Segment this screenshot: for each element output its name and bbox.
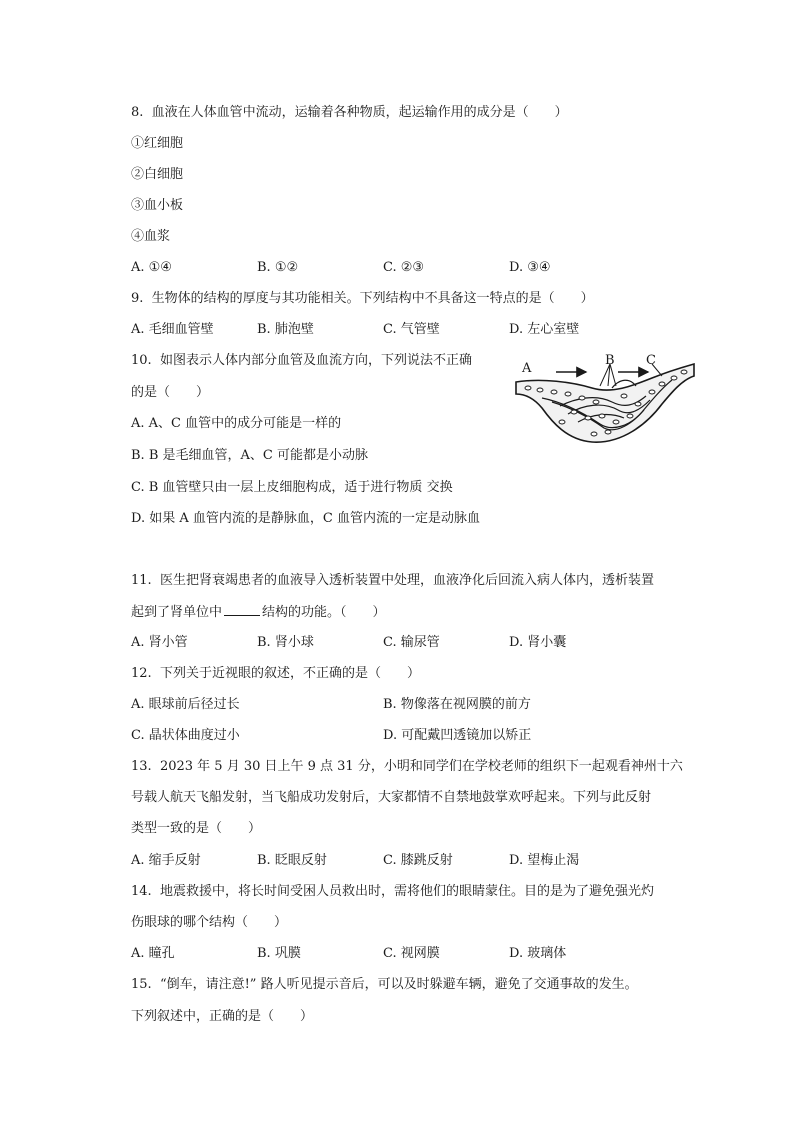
q9-option-d: D. 左心室壁 — [509, 322, 580, 337]
blood-vessel-diagram — [512, 352, 696, 452]
q11-stem-line2-post: 结构的功能。（ ） — [262, 605, 386, 620]
q8-item-1: ①红细胞 — [131, 136, 184, 151]
q8-item-2: ②白细胞 — [131, 167, 184, 182]
q14-option-d: D. 玻璃体 — [509, 946, 567, 961]
q8-stem: 8. 血液在人体血管中流动，运输着各种物质，起运输作用的成分是（ ） — [131, 105, 568, 120]
q8-option-b: B. ①② — [257, 260, 299, 275]
q15-stem-line1: 15. “倒车，请注意!” 路人听见提示音后，可以及时躲避车辆，避免了交通事故的发生。 — [131, 977, 638, 992]
q10-stem-line1: 10. 如图表示人体内部分血管及血流方向，下列说法不正确 — [131, 353, 472, 368]
q14-option-a: A. 瞳孔 — [131, 946, 175, 961]
label-c: C — [646, 353, 656, 368]
q12-option-a: A. 眼球前后径过长 — [131, 697, 240, 712]
q12-option-b: B. 物像落在视网膜的前方 — [383, 697, 531, 712]
q13-option-c: C. 膝跳反射 — [383, 853, 453, 868]
q12-option-d: D. 可配戴凹透镜加以矫正 — [383, 728, 532, 743]
q11-answer-blank — [224, 603, 260, 616]
q14-stem-line1: 14. 地震救援中，将长时间受困人员救出时，需将他们的眼睛蒙住。目的是为了避免强光灼 — [131, 884, 654, 899]
q15-stem-line2: 下列叙述中，正确的是（ ） — [131, 1009, 314, 1024]
label-a: A — [522, 361, 532, 376]
q9-option-b: B. 肺泡壁 — [257, 322, 314, 337]
q11-stem-line1: 11. 医生把肾衰竭患者的血液导入透析装置中处理，血液净化后回流入病人体内，透析装置 — [131, 573, 654, 588]
q13-option-b: B. 眨眼反射 — [257, 853, 327, 868]
q11-option-a: A. 肾小管 — [131, 635, 188, 650]
q11-option-b: B. 肾小球 — [257, 635, 314, 650]
q10-stem-line2: 的是（ ） — [131, 385, 210, 400]
q11-stem-line2-pre: 起到了肾单位中 — [131, 605, 223, 620]
q13-stem-line3: 类型一致的是（ ） — [131, 821, 262, 836]
q14-option-b: B. 巩膜 — [257, 946, 301, 961]
q10-option-d: D. 如果 A 血管内流的是静脉血，C 血管内流的一定是动脉血 — [131, 511, 480, 526]
q13-option-d: D. 望梅止渴 — [509, 853, 580, 868]
q13-stem-line1: 13. 2023 年 5 月 30 日上午 9 点 31 分，小明和同学们在学校老师的组织下一起观看神州十六 — [131, 759, 683, 774]
q9-option-a: A. 毛细血管壁 — [131, 322, 214, 337]
q13-stem-line2: 号载人航天飞船发射，当飞船成功发射后，大家都情不自禁地鼓掌欢呼起来。下列与此反射 — [131, 790, 652, 805]
q10-option-b: B. B 是毛细血管，A、C 可能都是小动脉 — [131, 448, 368, 463]
label-b: B — [605, 353, 615, 368]
q8-option-d: D. ③④ — [509, 260, 551, 275]
q9-stem: 9. 生物体的结构的厚度与其功能相关。下列结构中不具备这一特点的是（ ） — [131, 291, 594, 306]
q13-option-a: A. 缩手反射 — [131, 853, 201, 868]
q11-option-d: D. 肾小囊 — [509, 635, 567, 650]
q9-option-c: C. 气管壁 — [383, 322, 440, 337]
q12-option-c: C. 晶状体曲度过小 — [131, 728, 240, 743]
q14-stem-line2: 伤眼球的哪个结构（ ） — [131, 915, 288, 930]
q12-stem: 12. 下列关于近视眼的叙述，不正确的是（ ） — [131, 666, 420, 681]
q8-option-c: C. ②③ — [383, 260, 425, 275]
q8-item-3: ③血小板 — [131, 198, 184, 213]
q11-stem-line2 — [131, 603, 386, 622]
q8-option-a: A. ①④ — [131, 260, 172, 275]
q11-option-c: C. 输尿管 — [383, 635, 440, 650]
q10-option-c: C. B 血管壁只由一层上皮细胞构成，适于进行物质 交换 — [131, 480, 453, 495]
q10-option-a: A. A、C 血管中的成分可能是一样的 — [131, 416, 342, 431]
q14-option-c: C. 视网膜 — [383, 946, 440, 961]
q8-item-4: ④血浆 — [131, 229, 171, 244]
